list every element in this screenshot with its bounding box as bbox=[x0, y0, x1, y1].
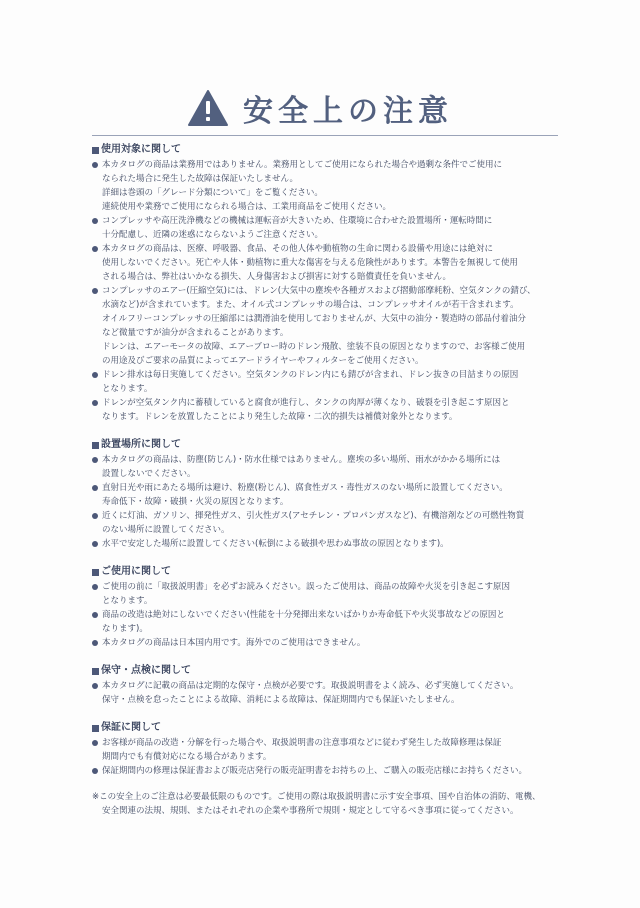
bullet-icon bbox=[92, 513, 98, 519]
section-heading-text: 設置場所に関して bbox=[101, 439, 181, 450]
item-text-line: 直射日光や雨にあたる場所は避け、粉塵(粉じん)、腐食性ガス・毒性ガスのない場所に設置してください。 bbox=[102, 483, 508, 493]
list-item bbox=[92, 368, 562, 396]
item-text-line: ドレンが空気タンク内に蓄積していると腐食が進行し、タンクの肉厚が薄くなり、破裂を引き起こす原因と bbox=[102, 398, 510, 408]
list-item bbox=[92, 736, 562, 764]
square-bullet-icon bbox=[92, 668, 99, 675]
bullet-icon bbox=[92, 640, 98, 646]
section-heading bbox=[92, 438, 562, 452]
section bbox=[92, 664, 562, 707]
bullet-icon bbox=[92, 768, 98, 774]
item-text-line: 水滴など)が含まれています。また、オイル式コンプレッサの場合は、コンプレッサオイルが若干含まれます。 bbox=[102, 300, 519, 310]
section-heading-text: 保守・点検に関して bbox=[101, 665, 191, 676]
footnote-line: ※この安全上のご注意は必要最低限のものです。ご使用の際は取扱説明書に示す安全事項、国や自治体の消防、電機、 bbox=[92, 792, 541, 802]
item-text-line: ご使用の前に「取扱説明書」を必ずお読みください。誤ったご使用は、商品の故障や火災を引き起こす原因 bbox=[102, 582, 511, 592]
bullet-icon bbox=[92, 541, 98, 547]
bullet-icon bbox=[92, 457, 98, 463]
item-text-line: お客様が商品の改造・分解を行った場合や、取扱説明書の注意事項などに従わず発生した故障修理は保証 bbox=[102, 738, 502, 748]
page-title: 安全上の注意 bbox=[243, 94, 453, 129]
list-item bbox=[92, 284, 562, 368]
item-text-line: 連続使用や業務でご使用になられる場合は、工業用商品をご使用ください。 bbox=[102, 202, 392, 212]
list-item bbox=[92, 580, 562, 608]
square-bullet-icon bbox=[92, 569, 99, 576]
list-item bbox=[92, 453, 562, 481]
item-text-line: 本カタログに記載の商品は定期的な保守・点検が必要です。取扱説明書をよく読み、必ず実施してください。 bbox=[102, 681, 519, 691]
item-text-line: コンプレッサや高圧洗浄機などの機械は運転音が大きいため、住環境に合わせた設置場所・運転時間に bbox=[102, 216, 493, 226]
item-text-line: 本カタログの商品は業務用ではありません。業務用としてご使用になられた場合や過剰な条件でご使用に bbox=[102, 160, 503, 170]
bullet-icon bbox=[92, 372, 98, 378]
square-bullet-icon bbox=[92, 725, 99, 732]
section bbox=[92, 565, 562, 650]
item-text-line: ドレン排水は毎日実施してください。空気タンクのドレン内にも錆びが含まれ、ドレン抜きの目詰まりの原因 bbox=[102, 370, 519, 380]
square-bullet-icon bbox=[92, 442, 99, 449]
item-text-line: なります。ドレンを放置したことにより発生した故障・二次的損失は補償対象外となります。 bbox=[102, 412, 458, 422]
item-text-line: 商品の改造は絶対にしないでください(性能を十分発揮出来ないばかりか寿命低下や火災事故などの原因と bbox=[102, 610, 505, 620]
list-item bbox=[92, 764, 562, 778]
bullet-icon bbox=[92, 584, 98, 590]
item-text-line: 使用しないでください。死亡や人体・動植物に重大な傷害を与える危険性があります。本警告を無視して使用 bbox=[102, 258, 518, 268]
item-text-line: の用途及びご要求の品質によってエアードライヤーやフィルターをご使用ください。 bbox=[102, 356, 424, 366]
notice-content bbox=[92, 143, 562, 818]
list-item bbox=[92, 214, 562, 242]
item-text-line: ドレンは、エアーモータの故障、エアーブロー時のドレン飛散、塗装不良の原因となりますので、お客様ご使用 bbox=[102, 342, 526, 352]
item-text-line: 寿命低下・故障・破損・火災の原因となります。 bbox=[102, 497, 289, 507]
list-item bbox=[92, 679, 562, 707]
item-text-line: 十分配慮し、近隣の迷惑にならないようご注意ください。 bbox=[102, 230, 324, 240]
item-text-line: のない場所に設置してください。 bbox=[102, 525, 230, 535]
item-text-line: 本カタログの商品は、防塵(防じん)・防水仕様ではありません。塵埃の多い場所、雨水がかかる場所には bbox=[102, 455, 501, 465]
page-header bbox=[0, 80, 640, 136]
item-text-line: オイルフリーコンプレッサの圧縮部には潤滑油を使用しておりませんが、大気中の油分・製造時の部品付着油分 bbox=[102, 314, 526, 324]
item-text-line: 保守・点検を怠ったことによる故障、消耗による故障は、保証期間内でも保証いたしません。 bbox=[102, 695, 460, 705]
item-text-line: なられた場合に発生した故障は保証いたしません。 bbox=[102, 174, 299, 184]
item-text-line: など微量ですが油分が含まれることがあります。 bbox=[102, 328, 289, 338]
bullet-icon bbox=[92, 740, 98, 746]
bullet-icon bbox=[92, 246, 98, 252]
bullet-icon bbox=[92, 288, 98, 294]
item-text-line: 期間内でも有償対応になる場合があります。 bbox=[102, 752, 272, 762]
section bbox=[92, 438, 562, 551]
item-text-line: 本カタログの商品は、医療、呼吸器、食品、その他人体や動植物の生命に関わる設備や用途には絶対に bbox=[102, 244, 494, 254]
item-text-line: となります。 bbox=[102, 384, 153, 394]
section-heading-text: ご使用に関して bbox=[101, 566, 171, 577]
list-item bbox=[92, 481, 562, 509]
item-text-line: される場合は、弊社はいかなる損失、人身傷害および損害に対する賠償責任を負いません。 bbox=[102, 272, 452, 282]
section-heading bbox=[92, 565, 562, 579]
bullet-icon bbox=[92, 400, 98, 406]
bullet-icon bbox=[92, 218, 98, 224]
item-text-line: 設置しないでください。 bbox=[102, 469, 196, 479]
list-item bbox=[92, 509, 562, 537]
list-item bbox=[92, 242, 562, 284]
item-text-line: 近くに灯油、ガソリン、揮発性ガス、引火性ガス(アセチレン・プロパンガスなど)、有機溶剤などの可燃性物質 bbox=[102, 511, 525, 521]
bullet-icon bbox=[92, 162, 98, 168]
square-bullet-icon bbox=[92, 147, 99, 154]
item-text-line: 水平で安定した場所に設置してください(転倒による破損や思わぬ事故の原因となります)。 bbox=[102, 539, 449, 549]
section-heading bbox=[92, 721, 562, 735]
list-item bbox=[92, 396, 562, 424]
title-divider bbox=[92, 135, 558, 136]
list-item bbox=[92, 158, 562, 214]
section bbox=[92, 143, 562, 424]
section-heading bbox=[92, 143, 562, 157]
footnote bbox=[92, 790, 562, 818]
item-text-line: となります。 bbox=[102, 596, 153, 606]
section-heading-text: 使用対象に関して bbox=[101, 144, 181, 155]
bullet-icon bbox=[92, 485, 98, 491]
section-heading-text: 保証に関して bbox=[101, 722, 161, 733]
item-text-line: 詳細は巻頭の「グレード分類について」をご覧ください。 bbox=[102, 188, 323, 198]
item-text-line: コンプレッサのエアー(圧縮空気)には、ドレン(大気中の塵埃や各種ガスおよび摺動部摩耗粉、空気タンクの錆び、 bbox=[102, 286, 536, 296]
footnote-line: 安全関連の法規、規則、またはそれぞれの企業や事務所で規則・規定として守るべき事項に従ってください。 bbox=[102, 806, 519, 816]
list-item bbox=[92, 636, 562, 650]
item-text-line: 本カタログの商品は日本国内用です。海外でのご使用はできません。 bbox=[102, 638, 366, 648]
item-text-line: 保証期間内の修理は保証書および販売店発行の販売証明書をお持ちの上、ご購入の販売店様にお持ちください。 bbox=[102, 766, 528, 776]
bullet-icon bbox=[92, 612, 98, 618]
warning-triangle-icon bbox=[187, 89, 229, 127]
item-text-line: なります)。 bbox=[102, 624, 148, 634]
list-item bbox=[92, 608, 562, 636]
section-heading bbox=[92, 664, 562, 678]
section bbox=[92, 721, 562, 778]
list-item bbox=[92, 537, 562, 551]
bullet-icon bbox=[92, 683, 98, 689]
